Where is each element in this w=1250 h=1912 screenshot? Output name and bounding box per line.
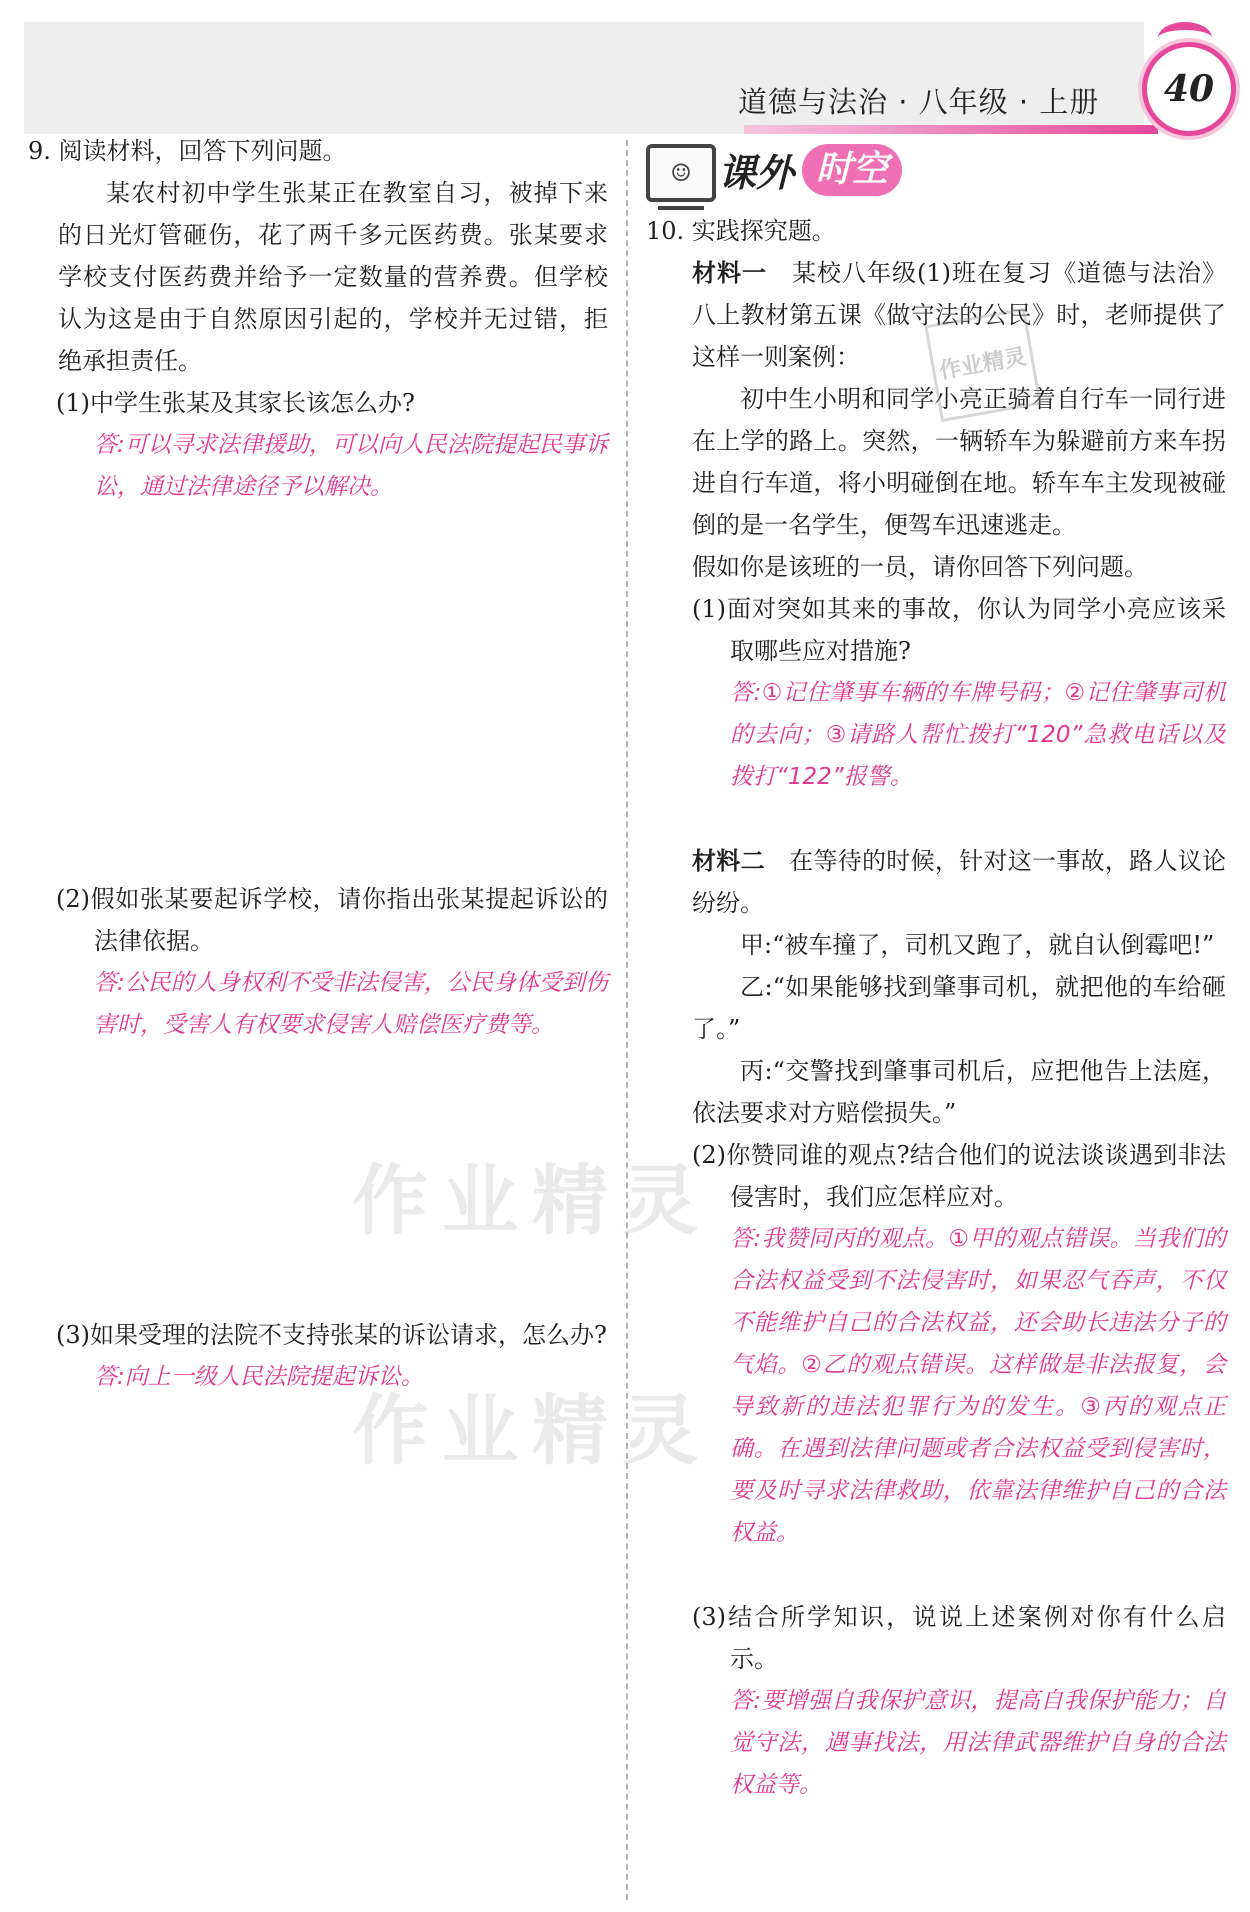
material-1-intro: 材料一 某校八年级(1)班在复习《道德与法治》八上教材第五课《做守法的公民》时，老师提供了这样一则案例：	[692, 259, 1226, 371]
tv-icon: ☺	[646, 144, 716, 202]
page-header-title: 道德与法治 · 八年级 · 上册	[738, 85, 1100, 119]
question-9-title: 9. 阅读材料，回答下列问题。	[28, 137, 347, 165]
opinion-bing: 丙:“交警找到肇事司机后，应把他告上法庭，依法要求对方赔偿损失。”	[692, 1057, 1226, 1127]
opinion-yi: 乙:“如果能够找到肇事司机，就把他的车给砸了。”	[692, 973, 1226, 1043]
answer-9-part-3: 答:向上一级人民法院提起诉讼。	[94, 1364, 424, 1390]
banner-text-part2: 时空	[802, 144, 902, 196]
column-divider	[626, 140, 628, 1900]
material-2-label: 材料二	[692, 847, 765, 875]
answer-9-part-2: 答:公民的人身权利不受非法侵害，公民身体受到伤害时，受害人有权要求侵害人赔偿医疗费等。	[94, 970, 608, 1038]
question-10-part-3: (3)结合所学知识，说说上述案例对你有什么启示。	[692, 1603, 1226, 1673]
right-column	[646, 210, 1226, 1806]
section-banner-extracurricular	[646, 140, 906, 206]
material-1-case: 初中生小明和同学小亮正骑着自行车一同行进在上学的路上。突然，一辆轿车为躲避前方来车拐进自行车道，将小明碰倒在地。轿车车主发现被碰倒的是一名学生，便驾车迅速逃走。	[692, 385, 1226, 539]
answer-10-part-2: 答:我赞同丙的观点。①甲的观点错误。当我们的合法权益受到不法侵害时，如果忍气吞声，不仅不能维护自己的合法权益，还会助长违法分子的气焰。②乙的观点错误。这样做是非法报复，会导致新的违法犯罪行为的发生。③丙的观点正确。在遇到法律问题或者合法权益受到侵害时，要及时寻求法律救助，依靠法律维护自己的合法权益。	[730, 1226, 1226, 1546]
answer-space	[28, 508, 608, 878]
material-1-label: 材料一	[692, 259, 767, 287]
material-2-intro: 材料二 在等待的时候，针对这一事故，路人议论纷纷。	[692, 847, 1227, 917]
question-9-part-3: (3)如果受理的法院不支持张某的诉讼请求，怎么办?	[56, 1321, 607, 1349]
banner-text-part1: 课外	[718, 151, 795, 195]
page-number-badge	[1142, 42, 1236, 136]
question-9-part-2: (2)假如张某要起诉学校，请你指出张某提起诉讼的法律依据。	[56, 885, 608, 955]
question-9-material: 某农村初中学生张某正在教室自习，被掉下来的日光灯管砸伤，花了两千多元医药费。张某要求学校支付医药费并给予一定数量的营养费。但学校认为这是由于自然原因引起的，学校并无过错，拒绝承担责任。	[58, 179, 608, 375]
material-1-prompt: 假如你是该班的一员，请你回答下列问题。	[692, 553, 1148, 581]
answer-10-part-1: 答:①记住肇事车辆的车牌号码；②记住肇事司机的去向；③请路人帮忙拨打“120”急救电话以及拨打“122”报警。	[730, 680, 1226, 790]
question-9-part-1: (1)中学生张某及其家长该怎么办?	[56, 389, 415, 417]
question-10-title: 10. 实践探究题。	[646, 217, 836, 245]
watermark: 作业精灵	[352, 1156, 712, 1245]
answer-10-part-3: 答:要增强自我保护意识，提高自我保护能力；自觉守法，遇事找法，用法律武器维护自身的合法权益等。	[730, 1688, 1226, 1798]
answer-space	[646, 1554, 1226, 1596]
watermark-stamp: 作业精灵	[924, 308, 1041, 422]
page-number: 40	[1163, 68, 1215, 110]
answer-space	[646, 798, 1226, 840]
watermark: 作业精灵	[352, 1386, 712, 1475]
question-10-part-1: (1)面对突如其来的事故，你认为同学小亮应该采取哪些应对措施?	[692, 595, 1226, 665]
answer-9-part-1: 答:可以寻求法律援助，可以向人民法院提起民事诉讼，通过法律途径予以解决。	[94, 432, 608, 500]
question-10-part-2: (2)你赞同谁的观点?结合他们的说法谈谈遇到非法侵害时，我们应怎样应对。	[692, 1141, 1226, 1211]
opinion-jia: 甲:“被车撞了，司机又跑了，就自认倒霉吧!”	[740, 931, 1215, 959]
